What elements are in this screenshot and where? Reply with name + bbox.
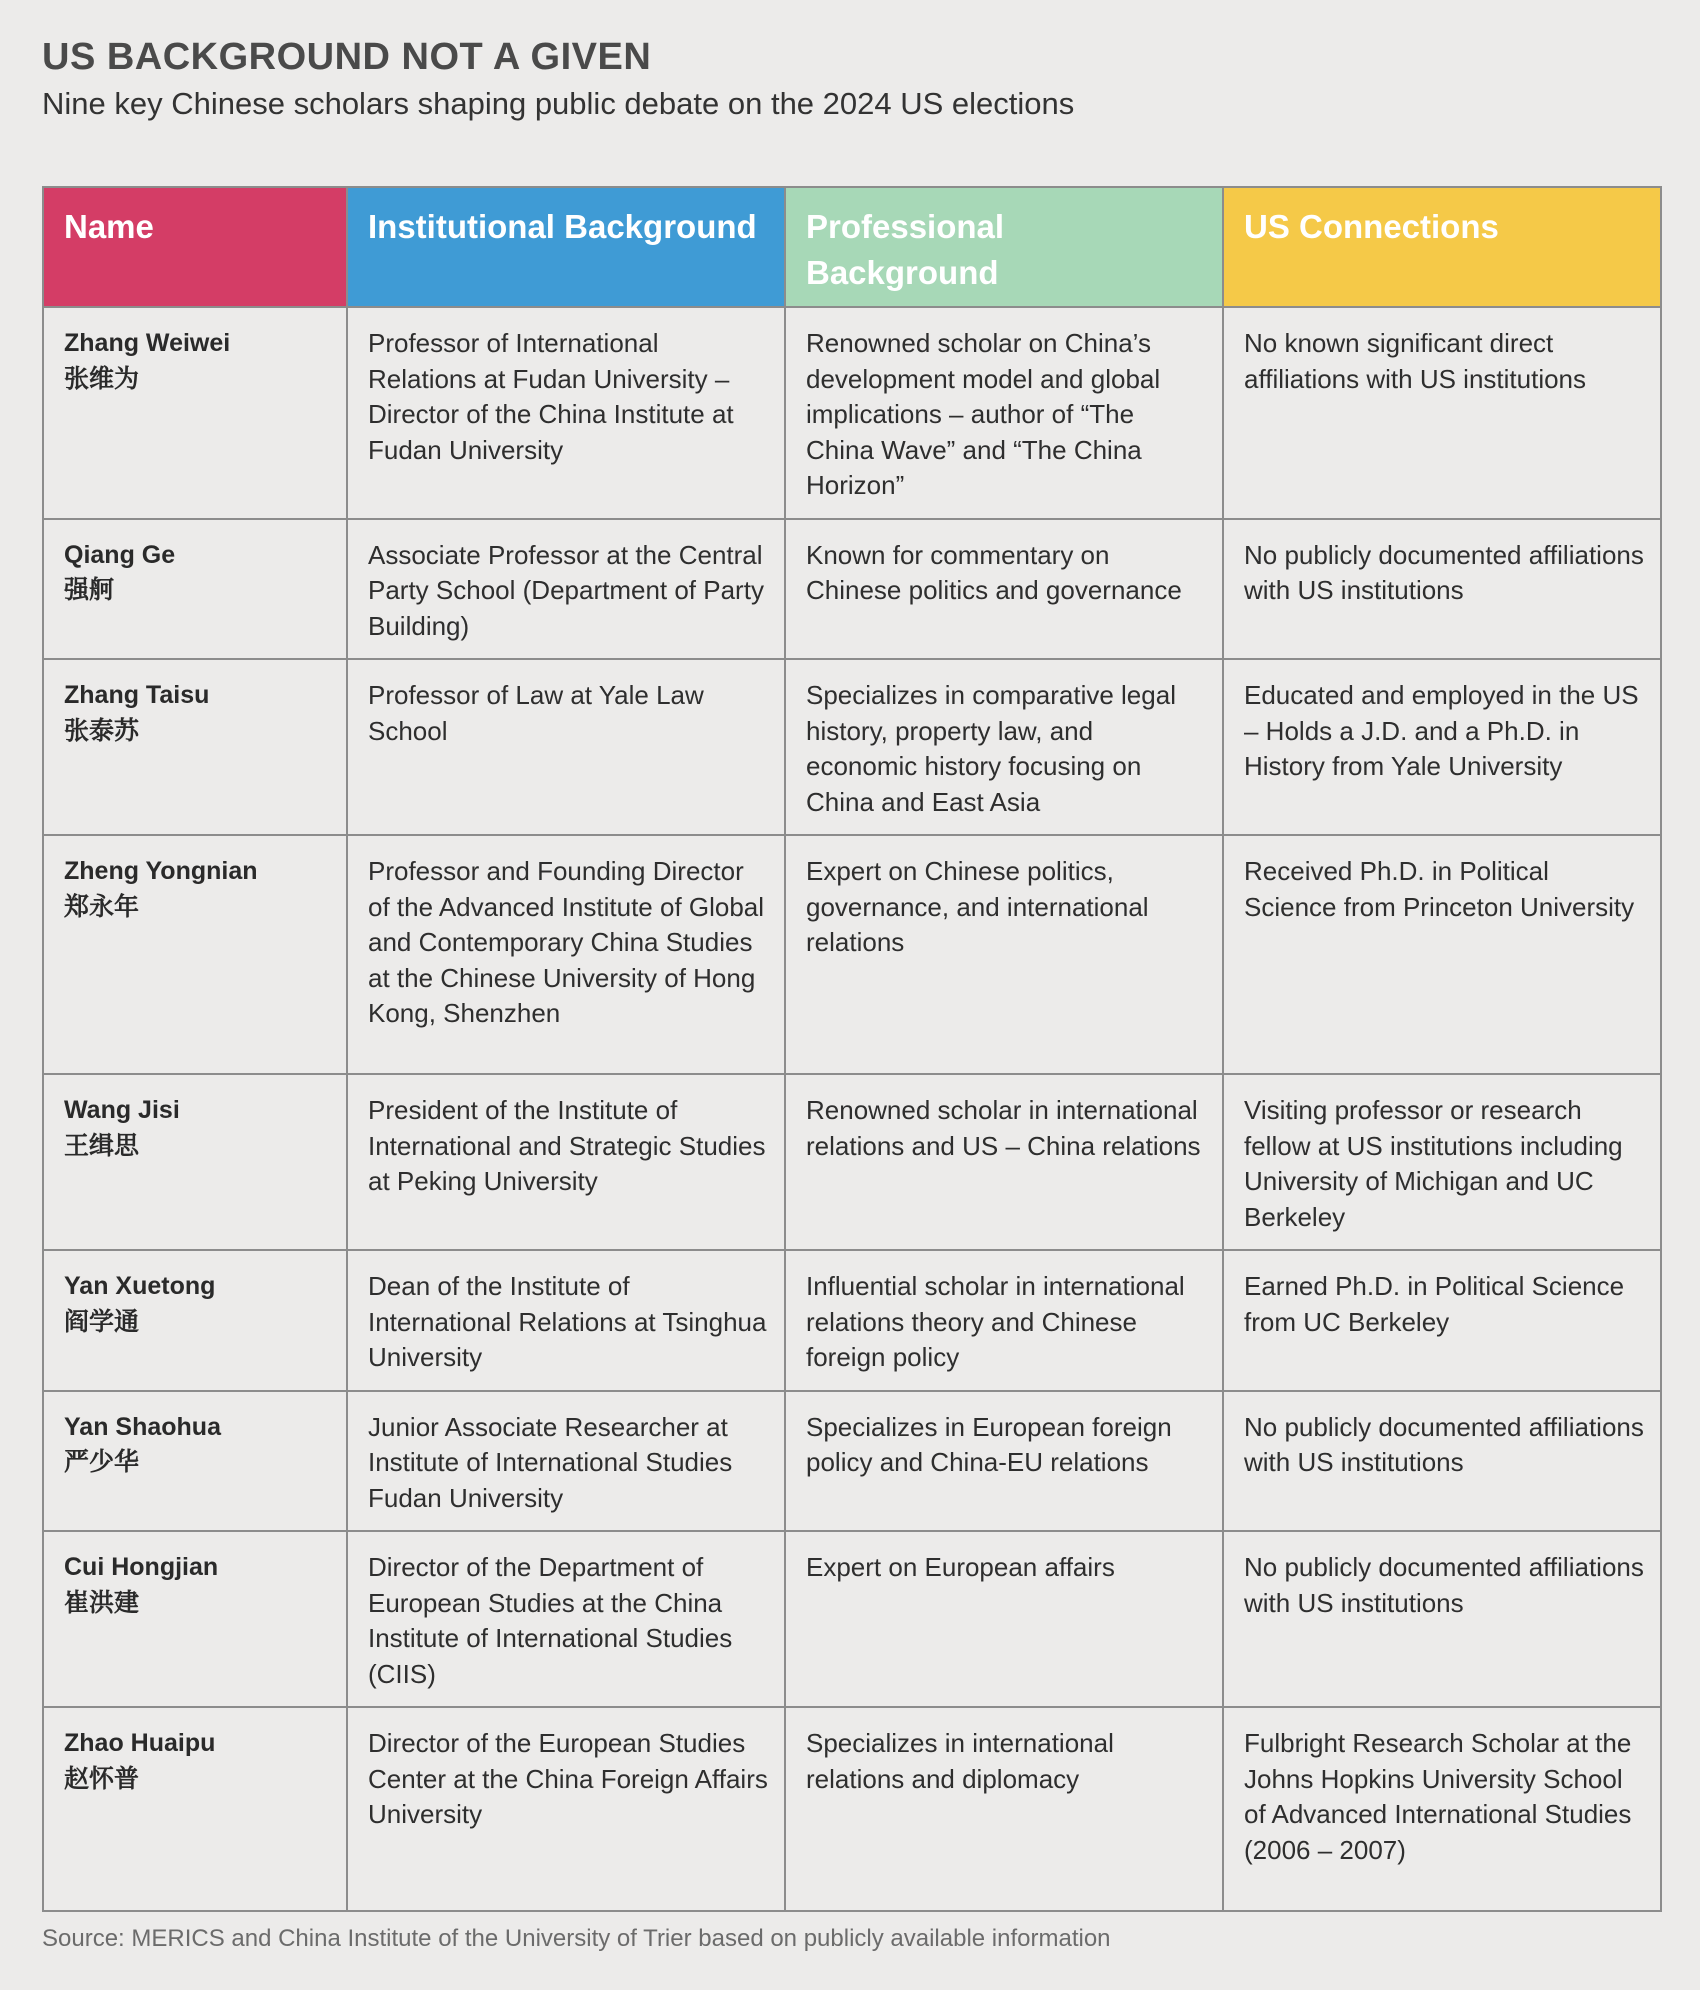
column-header-name: Name xyxy=(43,187,347,307)
table-row xyxy=(43,1391,1661,1532)
institutional-background-cell: Professor and Founding Director of the Advanced Institute of Global and Contemporary China Studies at the Chinese University of Hong Kong, Shenzhen xyxy=(347,835,785,1074)
table-row xyxy=(43,1531,1661,1707)
table-row xyxy=(43,519,1661,660)
scholar-name-cell xyxy=(43,1074,347,1250)
us-connections-cell: Educated and employed in the US – Holds a J.D. and a Ph.D. in History from Yale University xyxy=(1223,659,1661,835)
scholar-name-cell xyxy=(43,1391,347,1532)
scholar-name: Qiang Ge xyxy=(64,540,176,569)
scholar-name-chinese: 张泰苏 xyxy=(64,716,140,745)
us-connections-cell: Fulbright Research Scholar at the Johns Hopkins University School of Advanced International Studies (2006 – 2007) xyxy=(1223,1707,1661,1911)
professional-background-cell: Specializes in comparative legal history, property law, and economic history focusing on China and East Asia xyxy=(785,659,1223,835)
figure-subtitle: Nine key Chinese scholars shaping public debate on the 2024 US elections xyxy=(42,86,1075,121)
scholar-name: Wang Jisi xyxy=(64,1096,180,1124)
table-row xyxy=(43,1707,1661,1911)
institutional-background-cell: Professor of Law at Yale Law School xyxy=(347,659,785,835)
column-header-us-connections: US Connections xyxy=(1223,187,1661,307)
scholar-name-cell xyxy=(43,659,347,835)
table-row xyxy=(43,835,1661,1074)
scholar-name-cell xyxy=(43,519,347,660)
scholar-name: Zhang Taisu xyxy=(64,681,210,709)
professional-background-cell: Renowned scholar on China’s development model and global implications – author of “The China Wave” and “The China Horizon” xyxy=(785,307,1223,519)
table-body xyxy=(43,307,1661,1911)
scholar-name-cell xyxy=(43,1531,347,1707)
professional-background-cell: Influential scholar in international relations theory and Chinese foreign policy xyxy=(785,1250,1223,1391)
us-connections-cell: Visiting professor or research fellow at US institutions including University of Michigan and UC Berkeley xyxy=(1223,1074,1661,1250)
scholar-name-chinese: 严少华 xyxy=(64,1448,140,1476)
scholar-name: Yan Xuetong xyxy=(64,1272,216,1300)
scholar-name-cell xyxy=(43,1707,347,1911)
institutional-background-cell: Associate Professor at the Central Party School (Department of Party Building) xyxy=(347,519,785,660)
figure-title: US BACKGROUND NOT A GIVEN xyxy=(42,36,652,78)
institutional-background-cell: Director of the Department of European Studies at the China Institute of International Studies (CIIS) xyxy=(347,1531,785,1707)
institutional-background-cell: Dean of the Institute of International Relations at Tsinghua University xyxy=(347,1250,785,1391)
institutional-background-cell: Director of the European Studies Center at the China Foreign Affairs University xyxy=(347,1707,785,1911)
scholar-name-cell xyxy=(43,1250,347,1391)
scholar-name: Zhang Weiwei xyxy=(64,329,231,357)
us-connections-cell: No publicly documented affiliations with US institutions xyxy=(1223,519,1661,660)
column-header-professional-background: Professional Background xyxy=(785,187,1223,307)
professional-background-cell: Expert on European affairs xyxy=(785,1531,1223,1707)
scholar-name-cell xyxy=(43,307,347,519)
scholar-name-chinese: 赵怀普 xyxy=(64,1764,140,1793)
scholar-name-chinese: 张维为 xyxy=(64,364,140,393)
scholar-name: Zheng Yongnian xyxy=(64,857,258,885)
us-connections-cell: No known significant direct affiliations with US institutions xyxy=(1223,307,1661,519)
scholar-name: Cui Hongjian xyxy=(64,1553,219,1581)
us-connections-cell: Earned Ph.D. in Political Science from UC Berkeley xyxy=(1223,1250,1661,1391)
source-note: Source: MERICS and China Institute of the University of Trier based on publicly available information xyxy=(42,1925,1111,1952)
table-header-row xyxy=(43,187,1661,307)
professional-background-cell: Specializes in international relations and diplomacy xyxy=(785,1707,1223,1911)
scholar-name-chinese: 王缉思 xyxy=(64,1131,140,1160)
professional-background-cell: Renowned scholar in international relations and US – China relations xyxy=(785,1074,1223,1250)
institutional-background-cell: Junior Associate Researcher at Institute of International Studies Fudan University xyxy=(347,1391,785,1532)
professional-background-cell: Specializes in European foreign policy and China-EU relations xyxy=(785,1391,1223,1532)
scholar-name-chinese: 郑永年 xyxy=(64,892,140,921)
scholars-table-container xyxy=(42,186,1660,1912)
professional-background-cell: Known for commentary on Chinese politics and governance xyxy=(785,519,1223,660)
table-row xyxy=(43,1074,1661,1250)
us-connections-cell: Received Ph.D. in Political Science from Princeton University xyxy=(1223,835,1661,1074)
table-row xyxy=(43,1250,1661,1391)
scholar-name-chinese: 阎学通 xyxy=(64,1307,140,1336)
scholar-name-cell xyxy=(43,835,347,1074)
us-connections-cell: No publicly documented affiliations with US institutions xyxy=(1223,1391,1661,1532)
professional-background-cell: Expert on Chinese politics, governance, and international relations xyxy=(785,835,1223,1074)
table-row xyxy=(43,659,1661,835)
table-row xyxy=(43,307,1661,519)
scholar-name-chinese: 崔洪建 xyxy=(64,1588,140,1617)
scholars-table xyxy=(42,186,1662,1912)
institutional-background-cell: President of the Institute of International and Strategic Studies at Peking University xyxy=(347,1074,785,1250)
scholar-name: Yan Shaohua xyxy=(64,1412,221,1441)
us-connections-cell: No publicly documented affiliations with US institutions xyxy=(1223,1531,1661,1707)
scholar-name: Zhao Huaipu xyxy=(64,1729,216,1757)
institutional-background-cell: Professor of International Relations at Fudan University – Director of the China Institute at Fudan University xyxy=(347,307,785,519)
scholar-name-chinese: 强舸 xyxy=(64,576,115,604)
column-header-institutional-background: Institutional Background xyxy=(347,187,785,307)
